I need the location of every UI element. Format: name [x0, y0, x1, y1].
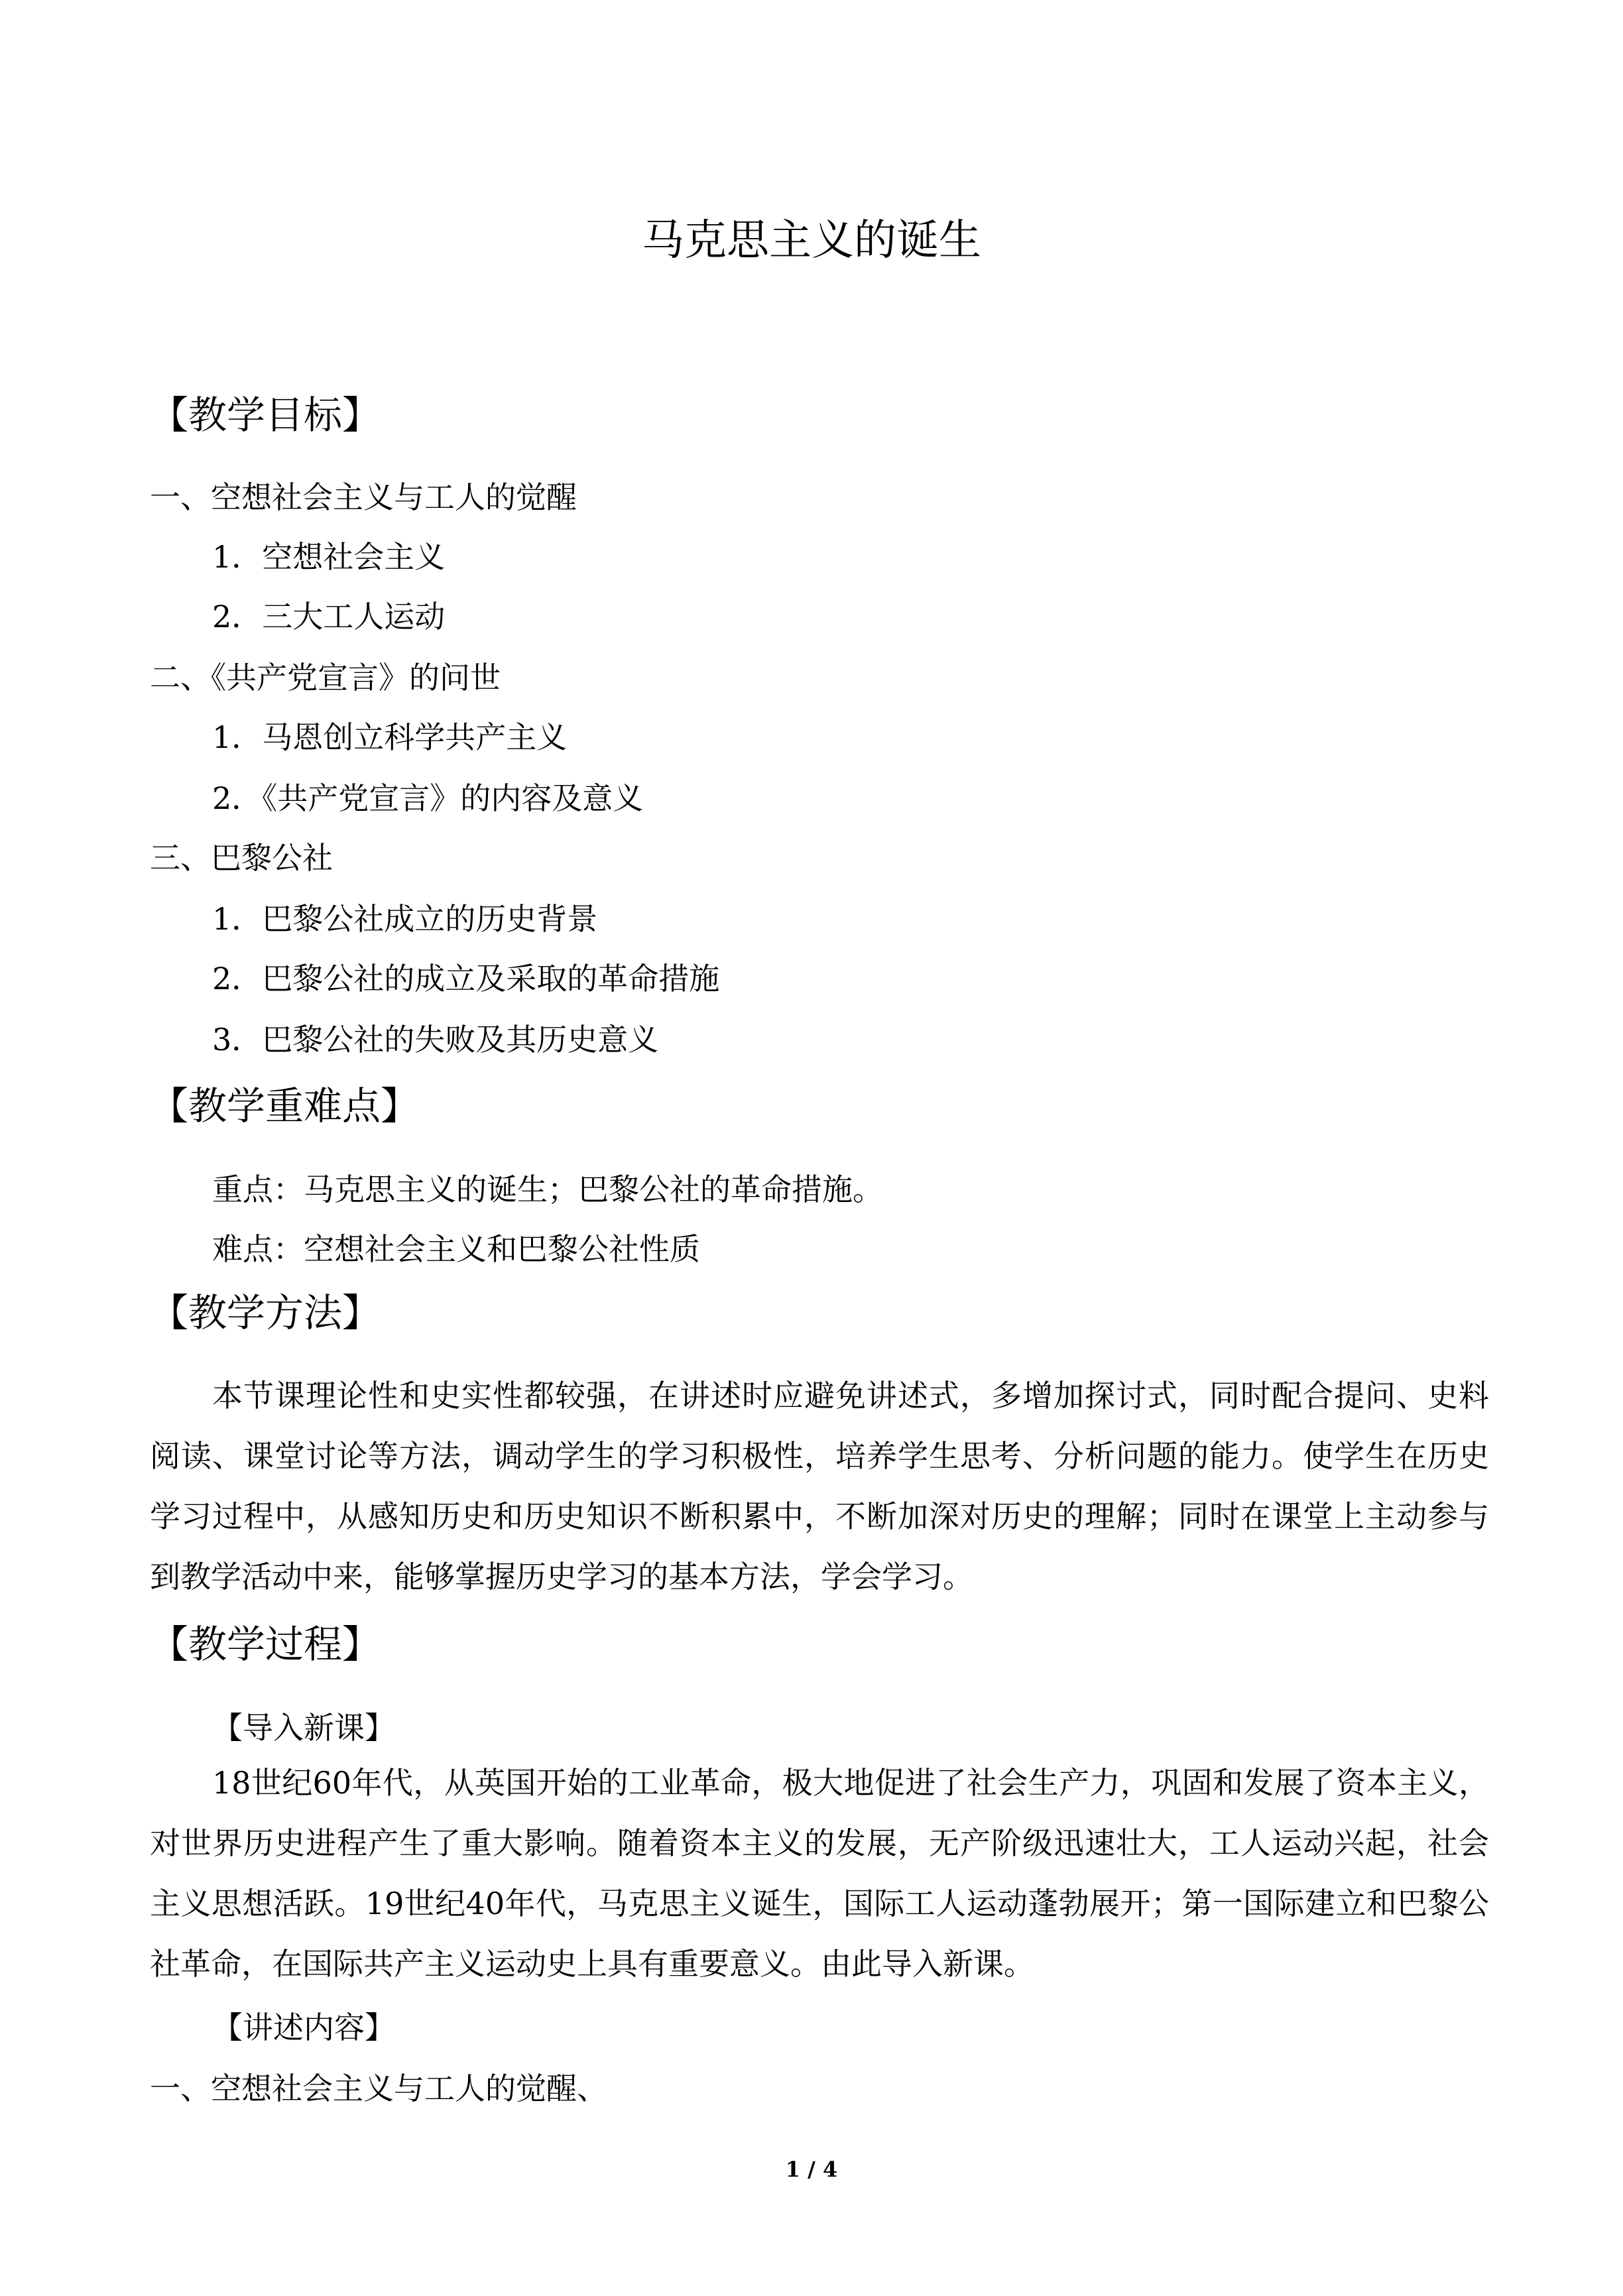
- objective-item: 二、《共产党宣言》的问世: [150, 660, 501, 695]
- objective-item: 1．马恩创立科学共产主义: [212, 719, 568, 755]
- objective-item: 3．巴黎公社的失败及其历史意义: [212, 1022, 659, 1057]
- intro-paragraph: 18世纪60年代，从英国开始的工业革命，极大地促进了社会生产力，巩固和发展了资本主义，对世界历史进程产生了重大影响。随着资本主义的发展，无产阶级迅速壮大，工人运动兴起，社会主义思想活跃。19世纪40年代，马克思主义诞生，国际工人运动蓬勃展开；第一国际建立和巴黎公社革命，在国际共产主义运动史上具有重要意义。由此导入新课。: [150, 1765, 1489, 1982]
- objective-item: 三、巴黎公社: [150, 840, 333, 876]
- section-heading-process: 【教学过程】: [150, 1622, 381, 1667]
- key-point-difficulty: 难点：空想社会主义和巴黎公社性质: [212, 1231, 700, 1267]
- content-label: 【讲述内容】: [212, 2010, 395, 2045]
- section-heading-objectives: 【教学目标】: [150, 393, 381, 438]
- objective-item: 2．巴黎公社的成立及采取的革命措施: [212, 961, 720, 997]
- section-heading-methods: 【教学方法】: [150, 1290, 381, 1335]
- objective-item: 2．《共产党宣言》的内容及意义: [212, 780, 644, 816]
- objective-item: 一、空想社会主义与工人的觉醒: [150, 479, 577, 515]
- objective-item: 1．空想社会主义: [212, 539, 446, 575]
- page-number: 1 / 4: [785, 2157, 838, 2182]
- content-first-item: 一、空想社会主义与工人的觉醒、: [150, 2071, 607, 2106]
- document-title: 马克思主义的诞生: [642, 216, 981, 265]
- key-point-focus: 重点：马克思主义的诞生；巴黎公社的革命措施。: [212, 1172, 883, 1207]
- objective-item: 1．巴黎公社成立的历史背景: [212, 901, 598, 937]
- objective-item: 2．三大工人运动: [212, 599, 446, 634]
- methods-paragraph: 本节课理论性和史实性都较强，在讲述时应避免讲述式，多增加探讨式，同时配合提问、史料阅读、课堂讨论等方法，调动学生的学习积极性，培养学生思考、分析问题的能力。使学生在历史学习过程中，从感知历史和历史知识不断积累中，不断加深对历史的理解；同时在课堂上主动参与到教学活动中来，能够掌握历史学习的基本方法，学会学习。: [150, 1378, 1489, 1595]
- section-heading-key-points: 【教学重难点】: [150, 1083, 420, 1128]
- intro-label: 【导入新课】: [212, 1710, 395, 1746]
